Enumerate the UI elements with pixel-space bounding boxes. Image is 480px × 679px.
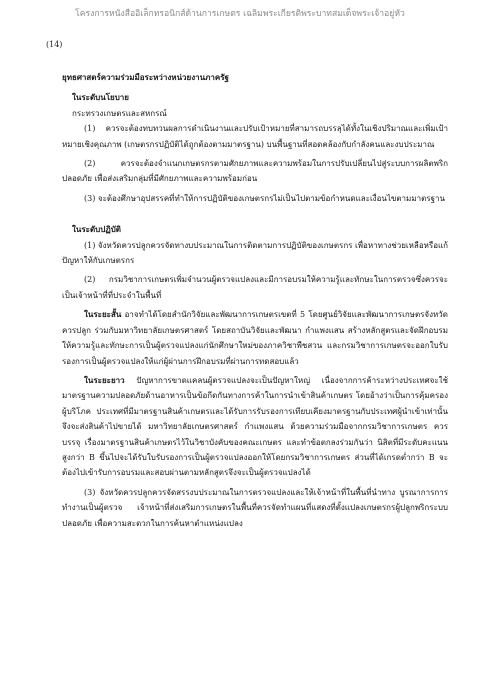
short-term-paragraph: [62, 307, 448, 369]
long-term-paragraph: [62, 373, 448, 481]
policy-heading: ในระดับนโยบาย: [72, 92, 129, 103]
operation-item-3: (3) จังหวัดควรปลูกควรจัดสรรงบประมาณในการตรวจแปลงและให้เจ้าหน้าที่ในพื้นที่นำทาง บูรณาการการทำงานเป็นผู้ตรวจ เจ้าหน้าที่ส่งเสริมการเกษตรในพื้นที่ควรจัดทำแผนที่แสดงที่ตั้งแปลงเกษตรกรผู้ปลูกพริกระบบปลอดภัย เพื่อความสะดวกในการค้นหาตำแหน่งแปลง: [62, 487, 448, 528]
section-title: ยุทธศาสตร์ความร่วมมือระหว่างหน่วยงานภาครัฐ: [62, 72, 229, 82]
short-term-lead: ในระยะสั้น: [84, 309, 122, 320]
page-body: [62, 70, 448, 535]
policy-item-2: (2) ควรจะต้องจำแนกเกษตรกรตามศักยภาพและความพร้อมในการปรับเปลี่ยนไปสู่ระบบการผลิตพริกปลอดภัย เพื่อส่งเสริมกลุ่มที่มีศักยภาพและความพร้อมก่อน: [62, 159, 448, 184]
operation-item-1: (1) จังหวัดควรปลูกควรจัดทางบประมาณในการติดตามการปฏิบัติของเกษตรกร เพื่อหาทางช่วยเหลือหรือแก้ปัญหาให้กับเกษตรกร: [62, 240, 448, 266]
short-term-text: อาจทำได้โดยสำนักวิจัยและพัฒนาการเกษตรเขตที่ 5 โดยศูนย์วิจัยและพัฒนาการเกษตรจังหวัดควรปลูก ร่วมกับมหาวิทยาลัยเกษตรศาสตร์ โดยสถาบันวิจัยและพัฒนา กำแพงแสน สร้างหลักสูตรและจัดฝึกอบรมให้ความรู้และทักษะการเป็นผู้ตรวจแปลงแก่นักศึกษาใหม่ของภาควิชาพืชสวน และกรมวิชาการเกษตรจะออกใบรับรองการเป็นผู้ตรวจแปลงให้แก่ผู้ผ่านการฝึกอบรมที่ผ่านการทดสอบแล้ว: [62, 310, 448, 366]
operation-heading: ในระดับปฏิบัติ: [72, 224, 121, 235]
section-gap: [62, 210, 448, 222]
operation-item-2: (2) กรมวิชาการเกษตรเพิ่มจำนวนผู้ตรวจแปลงและมีการอบรมให้ความรู้และทักษะในการตรวจซึ่งควรจะเป็นเจ้าหน้าที่ที่ประจำในพื้นที่: [62, 275, 448, 300]
policy-item-3: (3) จะต้องศึกษาอุปสรรคที่ทำให้การปฏิบัติของเกษตรกรไม่เป็นไปตามข้อกำหนดและเงื่อนไขตามมาตรฐาน: [84, 193, 445, 203]
long-term-lead: ในระยะยาว: [84, 374, 125, 385]
page-number: (14): [46, 40, 63, 49]
ministry-name: กระทรวงเกษตรและสหกรณ์: [72, 108, 167, 118]
long-term-text: ปัญหาการขาดแคลนผู้ตรวจแปลงจะเป็นปัญหาใหญ่ เนื่องจากการค้าระหว่างประเทศจะใช้มาตรฐานความปลอดภัยด้านอาหารเป็นข้อกีดกันทางการค้าในการนำเข้าสินค้าเกษตร โดยอ้างว่าเป็นการคุ้มครองผู้บริโภค ประเทศที่มีมาตรฐานสินค้าเกษตรและได้รับการรับรองการเทียบเคียงมาตรฐานกับประเทศผู้นำเข้าเท่านั้น จึงจะส่งสินค้าไปขายได้ มหาวิทยาลัยเกษตรศาสตร์ กำแพงแสน ด้วยความร่วมมือจากกรมวิชาการเกษตร ควรบรรจุ เรื่องมาตรฐานสินค้าเกษตรไว้ในวิชาบังคับของคณะเกษตร และทำข้อตกลงร่วมกันว่า นิสิตที่มีระดับคะแนนสูงกว่า B ขึ้นไปจะได้รับใบรับรองการเป็นผู้ตรวจแปลงออกให้โดยกรมวิชาการเกษตร ส่วนที่ได้เกรดต่ำกว่า B จะต้องไปเข้ารับการอบรมและสอบผ่านตามหลักสูตรจึงจะเป็นผู้ตรวจแปลงได้: [62, 375, 448, 478]
running-header: โครงการหนังสืออิเล็กทรอนิกส์ด้านการเกษตร เฉลิมพระเกียรติพระบาทสมเด็จพระเจ้าอยู่หัว: [75, 9, 405, 19]
policy-item-1: (1) ควรจะต้องทบทวนผลการดำเนินงานและปรับเป้าหมายที่สามารถบรรลุได้ทั้งในเชิงปริมาณและเพิ่มเป้าหมายเชิงคุณภาพ (เกษตรกรปฏิบัติได้ถูกต้องตามมาตรฐาน) บนพื้นฐานที่สอดคล้องกับกำลังคนและงบประมาณ: [62, 124, 448, 149]
